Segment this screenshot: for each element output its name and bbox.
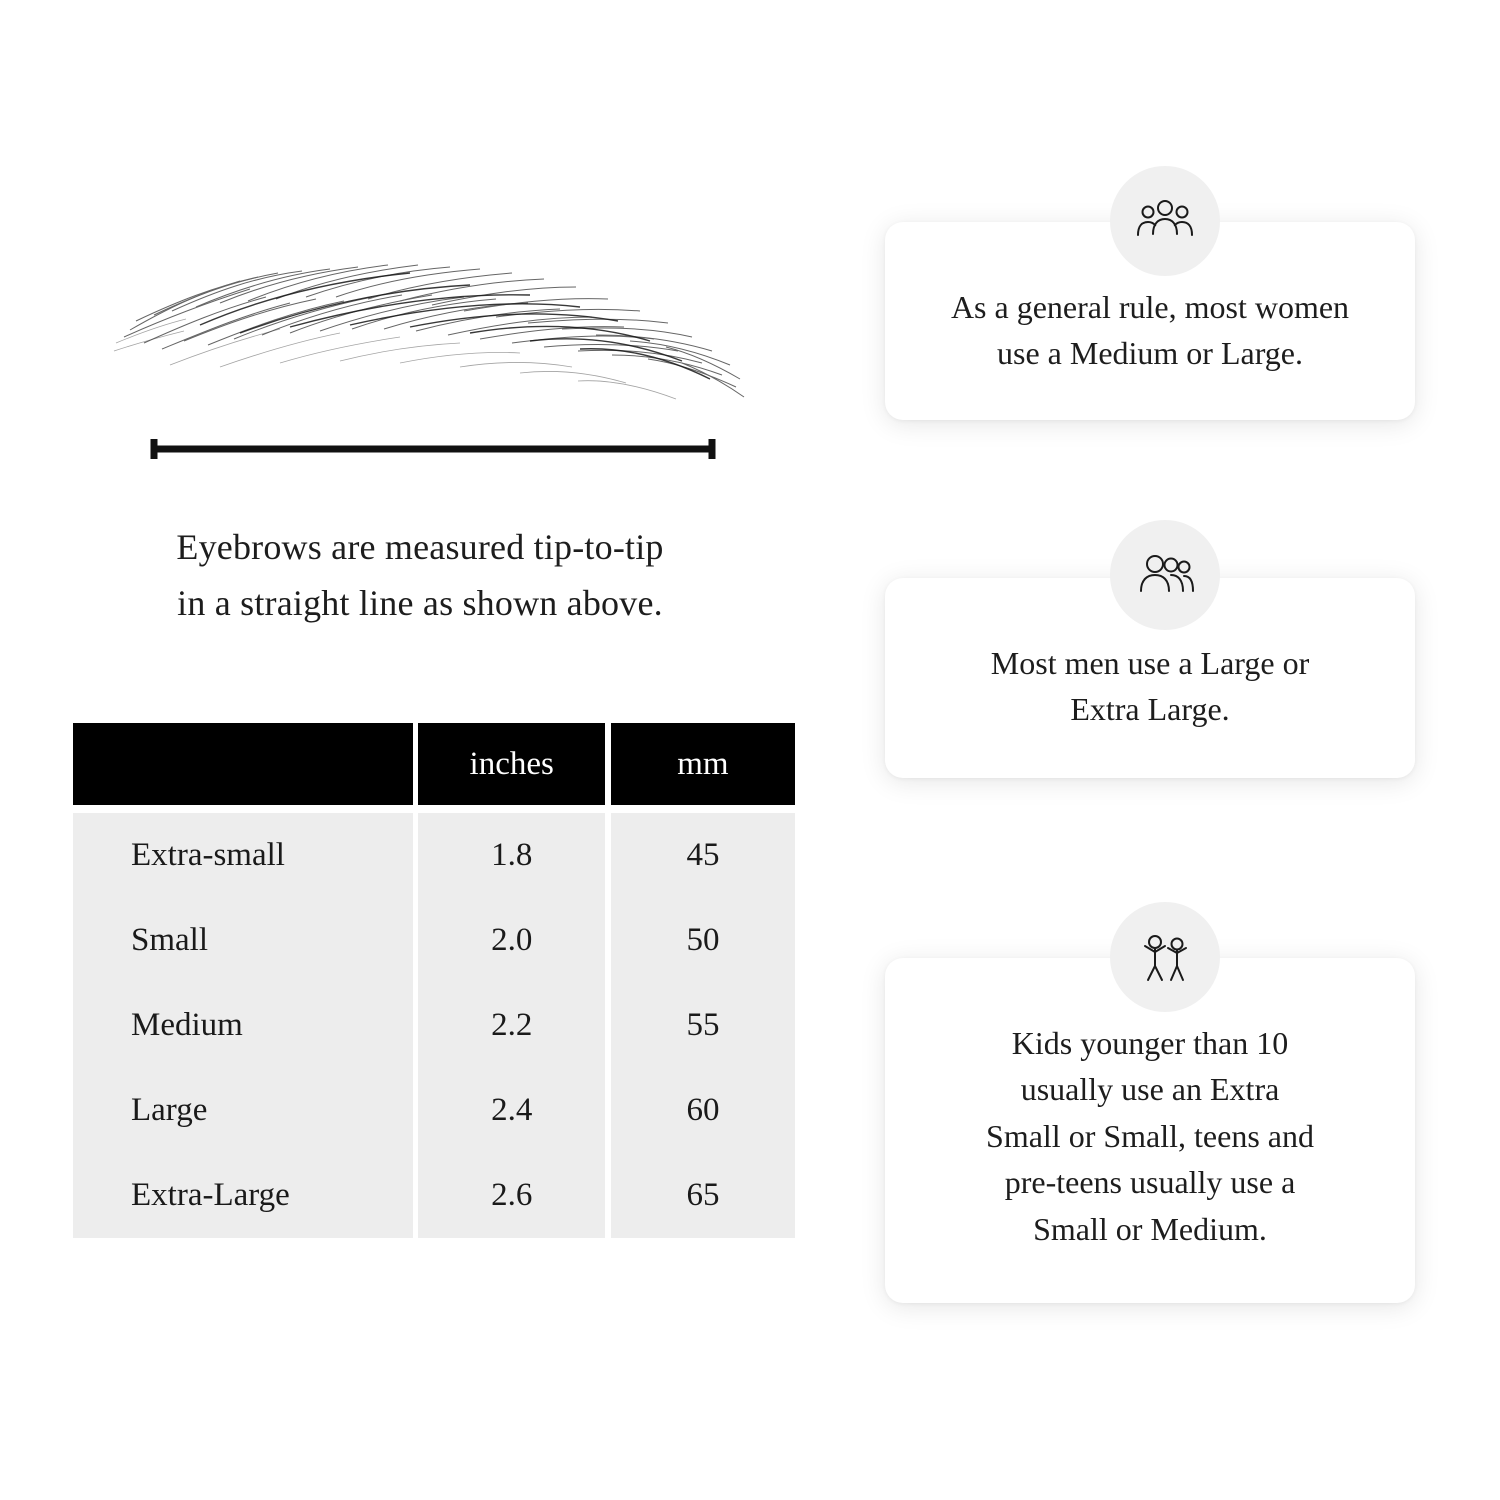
row-size-name: Medium xyxy=(73,983,413,1068)
table-row xyxy=(73,1068,795,1153)
note-line-4: pre-teens usually use a xyxy=(1004,1164,1296,1201)
measurement-line-icon xyxy=(148,437,718,461)
table-row xyxy=(73,898,795,983)
table-body xyxy=(73,805,795,1238)
note-line-2: Extra Large. xyxy=(1070,691,1230,728)
table-row xyxy=(73,1153,795,1238)
caption-line-1: Eyebrows are measured tip-to-tip xyxy=(176,527,664,567)
kids-icon xyxy=(1110,902,1220,1012)
table-header-gap xyxy=(73,805,795,813)
row-mm: 65 xyxy=(611,1153,795,1238)
row-inches: 2.2 xyxy=(418,983,605,1068)
row-size-name: Small xyxy=(73,898,413,983)
row-mm: 60 xyxy=(611,1068,795,1153)
women-group-icon xyxy=(1110,166,1220,276)
size-chart-table xyxy=(73,723,795,1238)
row-inches: 1.8 xyxy=(418,813,605,898)
note-line-5: Small or Medium. xyxy=(1033,1210,1267,1247)
row-size-name: Extra-Large xyxy=(73,1153,413,1238)
note-line-1: As a general rule, most women xyxy=(950,289,1350,325)
row-inches: 2.6 xyxy=(418,1153,605,1238)
table-row xyxy=(73,813,795,898)
right-column xyxy=(830,0,1500,1500)
row-mm: 55 xyxy=(611,983,795,1068)
row-mm: 45 xyxy=(611,813,795,898)
row-size-name: Extra-small xyxy=(73,813,413,898)
table-header-inches: inches xyxy=(418,723,605,805)
note-line-1: Most men use a Large or xyxy=(990,645,1310,681)
note-line-3: Small or Small, teens and xyxy=(986,1117,1314,1154)
table-row xyxy=(73,983,795,1068)
table-header-mm: mm xyxy=(611,723,795,805)
figure-caption xyxy=(70,520,770,632)
men-group-icon xyxy=(1110,520,1220,630)
table-header xyxy=(73,723,795,805)
caption-line-2: in a straight line as shown above. xyxy=(177,582,663,623)
table-header-name xyxy=(73,723,413,805)
note-line-2: usually use an Extra xyxy=(1020,1071,1280,1108)
row-size-name: Large xyxy=(73,1068,413,1153)
eyebrow-illustration-icon xyxy=(110,215,750,415)
note-line-1: Kids younger than 10 xyxy=(1011,1025,1289,1061)
note-line-2: use a Medium or Large. xyxy=(997,335,1303,372)
row-mm: 50 xyxy=(611,898,795,983)
row-inches: 2.0 xyxy=(418,898,605,983)
row-inches: 2.4 xyxy=(418,1068,605,1153)
eyebrow-figure xyxy=(110,215,750,485)
